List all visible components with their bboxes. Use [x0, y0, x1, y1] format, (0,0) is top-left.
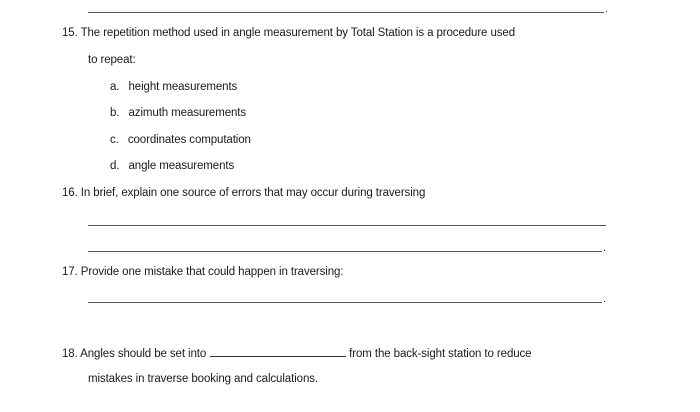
line-end-mark: .: [603, 293, 606, 305]
option-letter: b.: [110, 107, 120, 119]
question-text-cont: from the back-sight station to reduce: [349, 348, 532, 360]
answer-line-16b: [88, 251, 602, 252]
option-b: [110, 107, 246, 119]
option-letter: a.: [110, 81, 120, 93]
question-18-line2: mistakes in traverse booking and calculations.: [88, 373, 318, 385]
question-16: [62, 187, 425, 199]
line-end-mark: .: [603, 242, 606, 254]
option-letter: c.: [110, 134, 119, 146]
option-a: [110, 81, 237, 93]
question-number: 18.: [62, 348, 78, 360]
option-d: [110, 160, 234, 172]
question-number: 17.: [62, 266, 78, 278]
line-end-mark: .: [605, 3, 608, 15]
question-number: 16.: [62, 187, 78, 199]
question-15-line2: to repeat:: [88, 54, 136, 66]
question-text: Angles should be set into: [80, 348, 207, 360]
option-c: [110, 134, 251, 146]
option-text: azimuth measurements: [128, 107, 247, 119]
question-text: The repetition method used in angle measurement by Total Station is a procedure used: [80, 27, 515, 39]
option-text: angle measurements: [128, 160, 235, 172]
question-number: 15.: [62, 27, 78, 39]
question-text: Provide one mistake that could happen in traversing:: [80, 266, 344, 278]
option-text: height measurements: [128, 81, 238, 93]
option-text: coordinates computation: [127, 134, 251, 146]
answer-line-17: [88, 302, 602, 303]
question-18: [62, 346, 531, 360]
question-17: [62, 266, 343, 278]
question-15: [62, 27, 515, 39]
fill-in-blank[interactable]: [210, 346, 346, 357]
answer-line-top: [88, 12, 604, 13]
answer-line-16a: [88, 225, 606, 226]
question-text: In brief, explain one source of errors that may occur during traversing: [80, 187, 426, 199]
option-letter: d.: [110, 160, 120, 172]
